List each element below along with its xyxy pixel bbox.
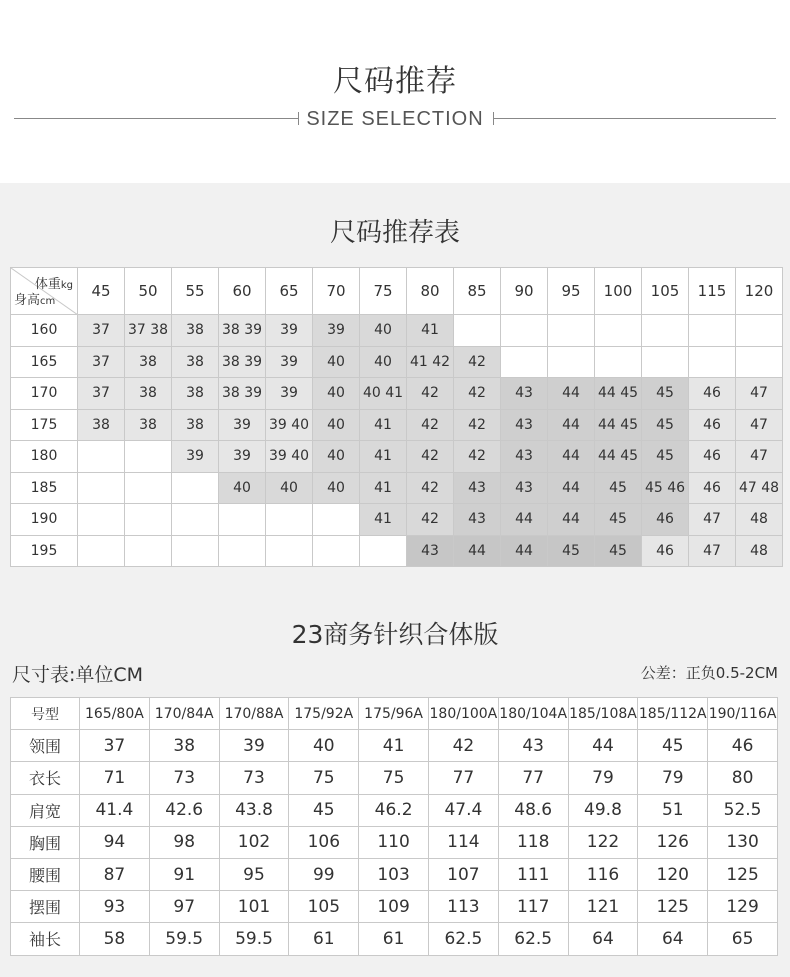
- size-cell: 39 40: [266, 441, 313, 473]
- measurement-value: 64: [568, 923, 638, 955]
- size-cell: [689, 346, 736, 378]
- weight-header-cell: 55: [172, 268, 219, 315]
- size-cell: 42: [454, 409, 501, 441]
- measurement-value: 61: [289, 923, 359, 955]
- measurement-value: 73: [149, 762, 219, 794]
- measurement-value: 45: [638, 730, 708, 762]
- size-cell: 45: [548, 535, 595, 567]
- measurement-value: 61: [359, 923, 429, 955]
- size-cell: 37: [78, 378, 125, 410]
- size-cell: 47: [736, 441, 783, 473]
- height-row: [11, 315, 783, 347]
- measurement-label: 腰围: [11, 858, 80, 890]
- measurement-value: 47.4: [428, 794, 498, 826]
- measurement-label: 袖长: [11, 923, 80, 955]
- height-row: [11, 441, 783, 473]
- size-cell: 44: [548, 472, 595, 504]
- measurement-value: 114: [428, 826, 498, 858]
- height-row: [11, 472, 783, 504]
- divider-right: [494, 118, 776, 119]
- measurement-value: 113: [428, 891, 498, 923]
- size-cell: [172, 535, 219, 567]
- measurement-value: 130: [708, 826, 778, 858]
- size-cell: 38: [125, 378, 172, 410]
- height-row: [11, 504, 783, 536]
- recommend-title: 尺码推荐表: [329, 218, 460, 248]
- size-header-cell: 165/80A: [80, 698, 150, 730]
- size-cell: 39: [219, 409, 266, 441]
- size-cell: 41: [360, 441, 407, 473]
- size-cell: 38: [172, 409, 219, 441]
- measurement-value: 80: [708, 762, 778, 794]
- size-measurement-table: [10, 697, 778, 956]
- size-cell: [78, 441, 125, 473]
- size-cell: [78, 535, 125, 567]
- size-cell: 39: [266, 346, 313, 378]
- measurement-value: 98: [149, 826, 219, 858]
- size-cell: 44 45: [595, 378, 642, 410]
- measurement-value: 59.5: [219, 923, 289, 955]
- measurement-value: 87: [80, 858, 150, 890]
- weight-header-cell: 60: [219, 268, 266, 315]
- measurement-label: 领围: [11, 730, 80, 762]
- measurement-value: 43: [498, 730, 568, 762]
- measurement-value: 62.5: [498, 923, 568, 955]
- size-cell: 43: [501, 441, 548, 473]
- measurement-value: 43.8: [219, 794, 289, 826]
- size-cell: 45: [642, 409, 689, 441]
- size-cell: 44: [548, 378, 595, 410]
- size-header-cell: 170/84A: [149, 698, 219, 730]
- size-header-cell: 185/112A: [638, 698, 708, 730]
- size-cell: 45: [595, 472, 642, 504]
- sizechart-caption: 尺寸表:单位CM: [12, 664, 144, 686]
- size-cell: 38: [78, 409, 125, 441]
- measurement-value: 42.6: [149, 794, 219, 826]
- measurement-row: [11, 826, 778, 858]
- size-cell: [736, 315, 783, 347]
- size-cell: 40: [219, 472, 266, 504]
- height-row: [11, 346, 783, 378]
- measurement-value: 58: [80, 923, 150, 955]
- height-label: 165: [11, 346, 78, 378]
- measurement-label: 肩宽: [11, 794, 80, 826]
- size-cell: 40: [313, 378, 360, 410]
- size-cell: 45 46: [642, 472, 689, 504]
- size-cell: [548, 346, 595, 378]
- measurement-value: 117: [498, 891, 568, 923]
- size-cell: [501, 346, 548, 378]
- size-cell: 37: [78, 346, 125, 378]
- size-cell: 38: [125, 346, 172, 378]
- size-cell: 42: [454, 378, 501, 410]
- height-row: [11, 378, 783, 410]
- size-cell: 46: [689, 378, 736, 410]
- measurement-value: 111: [498, 858, 568, 890]
- measurement-value: 45: [289, 794, 359, 826]
- size-cell: 42: [407, 378, 454, 410]
- size-cell: 40: [313, 472, 360, 504]
- size-cell: 41: [360, 504, 407, 536]
- size-cell: 45: [595, 535, 642, 567]
- size-cell: [501, 315, 548, 347]
- size-cell: 39: [219, 441, 266, 473]
- height-axis-label: 身高cm: [14, 293, 56, 308]
- measurement-value: 49.8: [568, 794, 638, 826]
- measurement-value: 46.2: [359, 794, 429, 826]
- measurement-value: 99: [289, 858, 359, 890]
- size-cell: 46: [642, 504, 689, 536]
- size-cell: 38 39: [219, 378, 266, 410]
- size-cell: 41: [407, 315, 454, 347]
- height-row: [11, 409, 783, 441]
- size-cell: [642, 346, 689, 378]
- height-label: 170: [11, 378, 78, 410]
- weight-header-cell: 90: [501, 268, 548, 315]
- size-cell: 43: [501, 409, 548, 441]
- measurement-value: 116: [568, 858, 638, 890]
- size-cell: 47: [689, 504, 736, 536]
- measurement-value: 64: [638, 923, 708, 955]
- size-cell: 46: [642, 535, 689, 567]
- size-cell: 38: [172, 315, 219, 347]
- size-header-cell: 180/104A: [498, 698, 568, 730]
- size-cell: [360, 535, 407, 567]
- measurement-value: 120: [638, 858, 708, 890]
- measurement-value: 62.5: [428, 923, 498, 955]
- measurement-value: 94: [80, 826, 150, 858]
- measurement-value: 42: [428, 730, 498, 762]
- size-cell: 40: [266, 472, 313, 504]
- size-cell: 46: [689, 409, 736, 441]
- size-header-cell: 170/88A: [219, 698, 289, 730]
- measurement-value: 41.4: [80, 794, 150, 826]
- corner-cell: [11, 268, 78, 315]
- size-cell: 39: [313, 315, 360, 347]
- size-cell: 45: [642, 378, 689, 410]
- size-cell: 41: [360, 409, 407, 441]
- size-header-cell: 175/92A: [289, 698, 359, 730]
- measurement-value: 75: [289, 762, 359, 794]
- measurement-value: 107: [428, 858, 498, 890]
- size-cell: 40: [313, 441, 360, 473]
- weight-header-cell: 115: [689, 268, 736, 315]
- size-cell: [454, 315, 501, 347]
- size-cell: 47: [736, 409, 783, 441]
- size-cell: 44: [501, 535, 548, 567]
- size-cell: 44: [501, 504, 548, 536]
- weight-header-cell: 65: [266, 268, 313, 315]
- weight-header-cell: 70: [313, 268, 360, 315]
- page-title: 尺码推荐: [333, 64, 457, 99]
- measurement-value: 97: [149, 891, 219, 923]
- size-cell: 47: [736, 378, 783, 410]
- size-header-cell: 185/108A: [568, 698, 638, 730]
- size-cell: [642, 315, 689, 347]
- measurement-value: 51: [638, 794, 708, 826]
- size-cell: 44: [454, 535, 501, 567]
- size-cell: 38 39: [219, 346, 266, 378]
- tolerance-note: 公差：正负0.5-2CM: [640, 664, 778, 682]
- height-label: 185: [11, 472, 78, 504]
- measurement-row: [11, 858, 778, 890]
- size-cell: 37: [78, 315, 125, 347]
- size-header-cell: 180/100A: [428, 698, 498, 730]
- size-cell: [172, 504, 219, 536]
- measurement-value: 105: [289, 891, 359, 923]
- weight-header-cell: 95: [548, 268, 595, 315]
- measurement-value: 126: [638, 826, 708, 858]
- size-cell: [313, 504, 360, 536]
- height-label: 175: [11, 409, 78, 441]
- measurement-label: 胸围: [11, 826, 80, 858]
- measurement-row: [11, 762, 778, 794]
- size-header-label: 号型: [11, 698, 80, 730]
- measurement-value: 71: [80, 762, 150, 794]
- weight-header-cell: 85: [454, 268, 501, 315]
- size-cell: 40: [360, 315, 407, 347]
- size-cell: 38: [172, 346, 219, 378]
- size-cell: 45: [595, 504, 642, 536]
- measurement-value: 95: [219, 858, 289, 890]
- measurement-value: 93: [80, 891, 150, 923]
- size-cell: 42: [407, 504, 454, 536]
- measurement-value: 65: [708, 923, 778, 955]
- size-cell: 48: [736, 535, 783, 567]
- measurement-value: 118: [498, 826, 568, 858]
- measurement-row: [11, 923, 778, 955]
- size-cell: [736, 346, 783, 378]
- size-cell: 42: [407, 472, 454, 504]
- size-cell: 48: [736, 504, 783, 536]
- size-cell: 39: [172, 441, 219, 473]
- size-cell: 38: [125, 409, 172, 441]
- size-cell: 37 38: [125, 315, 172, 347]
- size-cell: 42: [407, 409, 454, 441]
- size-cell: 38 39: [219, 315, 266, 347]
- size-cell: 40: [313, 409, 360, 441]
- measurement-value: 46: [708, 730, 778, 762]
- size-cell: 39 40: [266, 409, 313, 441]
- measurement-value: 48.6: [498, 794, 568, 826]
- size-cell: 44 45: [595, 409, 642, 441]
- measurement-row: [11, 891, 778, 923]
- weight-header-cell: 120: [736, 268, 783, 315]
- size-cell: 42: [407, 441, 454, 473]
- size-cell: 45: [642, 441, 689, 473]
- weight-header-cell: 80: [407, 268, 454, 315]
- measurement-value: 106: [289, 826, 359, 858]
- measurement-value: 79: [568, 762, 638, 794]
- measurement-value: 79: [638, 762, 708, 794]
- measurement-value: 110: [359, 826, 429, 858]
- measurement-value: 125: [708, 858, 778, 890]
- height-row: [11, 535, 783, 567]
- height-label: 195: [11, 535, 78, 567]
- measurement-value: 39: [219, 730, 289, 762]
- measurement-value: 40: [289, 730, 359, 762]
- size-cell: [548, 315, 595, 347]
- size-header-cell: 190/116A: [708, 698, 778, 730]
- size-cell: 46: [689, 441, 736, 473]
- size-cell: 39: [266, 315, 313, 347]
- size-header-row: [11, 698, 778, 730]
- measurement-value: 102: [219, 826, 289, 858]
- size-cell: 38: [172, 378, 219, 410]
- size-cell: [78, 472, 125, 504]
- size-cell: 43: [454, 504, 501, 536]
- size-cell: [266, 535, 313, 567]
- measurement-value: 122: [568, 826, 638, 858]
- sizechart-title: 23商务针织合体版: [291, 620, 499, 649]
- size-cell: 44 45: [595, 441, 642, 473]
- measurement-value: 103: [359, 858, 429, 890]
- size-cell: [689, 315, 736, 347]
- size-header-cell: 175/96A: [359, 698, 429, 730]
- height-label: 180: [11, 441, 78, 473]
- size-cell: 47 48: [736, 472, 783, 504]
- weight-header-row: [11, 268, 783, 315]
- size-cell: 40: [313, 346, 360, 378]
- size-cell: [78, 504, 125, 536]
- measurement-row: [11, 794, 778, 826]
- size-cell: [125, 504, 172, 536]
- measurement-value: 37: [80, 730, 150, 762]
- size-cell: 44: [548, 409, 595, 441]
- size-cell: 42: [454, 346, 501, 378]
- weight-header-cell: 45: [78, 268, 125, 315]
- size-cell: [125, 535, 172, 567]
- measurement-value: 73: [219, 762, 289, 794]
- size-cell: 41 42: [407, 346, 454, 378]
- weight-header-cell: 75: [360, 268, 407, 315]
- size-cell: 43: [501, 472, 548, 504]
- measurement-value: 41: [359, 730, 429, 762]
- measurement-value: 129: [708, 891, 778, 923]
- size-cell: 44: [548, 441, 595, 473]
- measurement-value: 101: [219, 891, 289, 923]
- measurement-value: 77: [428, 762, 498, 794]
- size-cell: [595, 315, 642, 347]
- measurement-value: 125: [638, 891, 708, 923]
- height-label: 160: [11, 315, 78, 347]
- size-cell: 40: [360, 346, 407, 378]
- height-label: 190: [11, 504, 78, 536]
- measurement-value: 52.5: [708, 794, 778, 826]
- weight-header-cell: 105: [642, 268, 689, 315]
- measurement-value: 44: [568, 730, 638, 762]
- size-cell: 42: [454, 441, 501, 473]
- measurement-value: 77: [498, 762, 568, 794]
- measurement-value: 121: [568, 891, 638, 923]
- measurement-label: 摆围: [11, 891, 80, 923]
- measurement-row: [11, 730, 778, 762]
- size-cell: [125, 441, 172, 473]
- weight-header-cell: 100: [595, 268, 642, 315]
- size-cell: 43: [407, 535, 454, 567]
- weight-axis-label: 体重kg: [34, 277, 73, 292]
- size-cell: [172, 472, 219, 504]
- header-section: [0, 0, 790, 183]
- size-recommend-table: [10, 267, 783, 567]
- measurement-value: 75: [359, 762, 429, 794]
- page-subtitle: SIZE SELECTION: [306, 108, 484, 130]
- size-cell: 47: [689, 535, 736, 567]
- size-cell: [219, 535, 266, 567]
- measurement-value: 38: [149, 730, 219, 762]
- weight-header-cell: 50: [125, 268, 172, 315]
- size-cell: 44: [548, 504, 595, 536]
- size-cell: [313, 535, 360, 567]
- measurement-value: 91: [149, 858, 219, 890]
- size-cell: [266, 504, 313, 536]
- measurement-value: 59.5: [149, 923, 219, 955]
- measurement-label: 衣长: [11, 762, 80, 794]
- size-cell: 41: [360, 472, 407, 504]
- size-cell: [219, 504, 266, 536]
- size-cell: 40 41: [360, 378, 407, 410]
- size-cell: [125, 472, 172, 504]
- size-cell: [595, 346, 642, 378]
- measurement-value: 109: [359, 891, 429, 923]
- size-cell: 43: [501, 378, 548, 410]
- size-cell: 39: [266, 378, 313, 410]
- size-cell: 46: [689, 472, 736, 504]
- size-cell: 43: [454, 472, 501, 504]
